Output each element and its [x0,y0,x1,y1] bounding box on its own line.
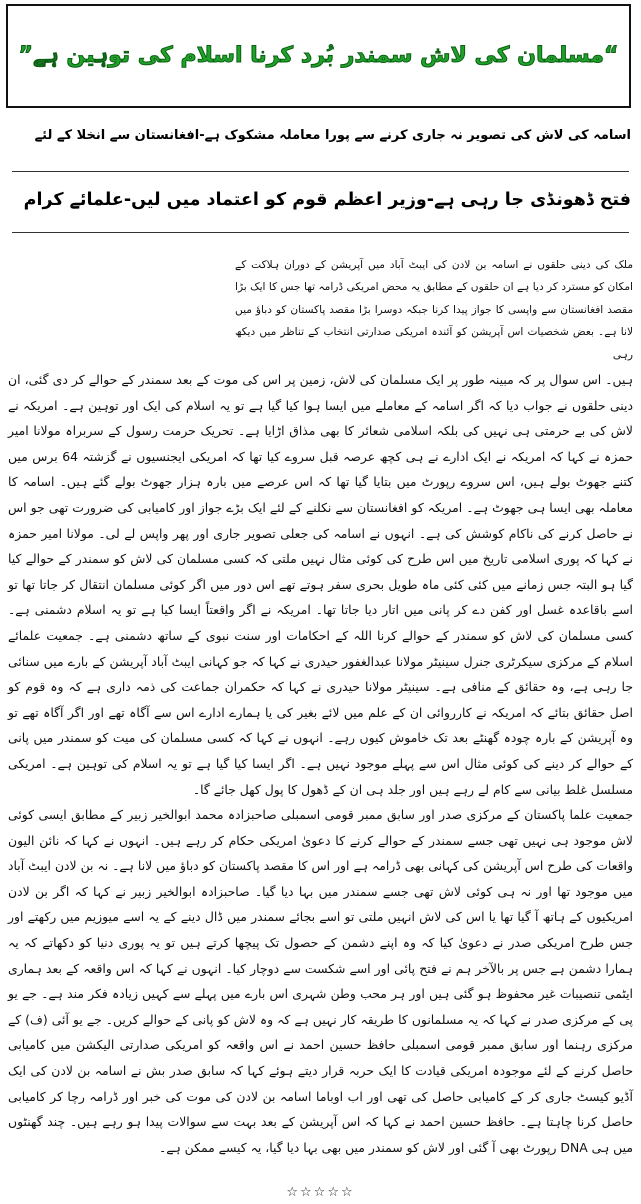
article-body [8,367,633,1160]
subheadline-1: اسامہ کی لاش کی تصویر نہ جاری کرنے سے پورا معاملہ مشکوک ہے-افغانستان سے انخلا کے لئے [34,128,631,143]
divider-1 [12,171,629,172]
paragraph-2: جمعیت علما پاکستان کے مرکزی صدر اور سابق ممبر قومی اسمبلی صاحبزادہ محمد ابوالخیر زبیر کے مطابق ایسی کوئی لاش موجود ہی نہیں تھی جسے سمندر کے حوالے کرنے کا دعویٰ امریکی حکام کر رہے ہیں۔ انہوں نے کہا کہ نائن الیون واقعات کی طرح اس آپریشن کی کہانی بھی ڈرامہ ہے اور اس کا مقصد پاکستان کو دباؤ میں لانا ہے۔ نہ بن لادن ایبٹ آباد میں موجود تھا اور نہ ہی کوئی لاش تھی جسے سمندر میں بہا دیا گیا۔ صاحبزادہ ابوالخیر زبیر نے کہا کہ اگر بن لادن امریکیوں کے ہاتھ آ گیا تھا یا اس کی لاش انہیں ملتی تو اسے بجائے سمندر میں ڈال دینے کے یہ اسے میوزیم میں رکھتے اور جس طرح امریکی صدر نے دعویٰ کیا کہ وہ اپنے دشمن کے حصول تک پیچھا کرتے ہیں تو یہ پوری دنیا کو دکھاتے کہ یہ ہمارا دشمن ہے جس پر بالآخر ہم نے فتح پائی اور اسے شکست سے دوچار کیا۔ انہوں نے کہا کہ اس واقعہ کے بعد ہماری ایٹمی تنصیبات غیر محفوظ ہو گئی ہیں اور ہر محب وطن شہری اس بارے میں پہلے سے کہیں زیادہ فکر مند ہے۔ جے یو پی کے مرکزی صدر نے کہا کہ یہ مسلمانوں کا طریقہ کار نہیں ہے کہ وہ لاش کو پانی کے حوالے کریں۔ جے یو آئی (ف) کے مرکزی رہنما اور سابق ممبر قومی اسمبلی حافظ حسین احمد نے اس واقعہ کو امریکی صدارتی الیکشن میں کامیابی حاصل کرنے کے لئے موجودہ امریکی قیادت کا ایک حربہ قرار دیتے ہوئے کہا کہ سابق صدر بش نے اسامہ بن لادن کی ایک آڈیو کیسٹ جاری کر کے کامیابی حاصل کی تھی اور اب اوباما اسامہ بن لادن کی موت کی خبر اور ڈرامہ رچا کر کامیابی حاصل کرنا چاہتا ہے۔ حافظ حسین احمد نے کہا کہ اس آپریشن کے بعد بہت سے سوالات پیدا ہو رہے ہیں۔ چند گھنٹوں میں ہی DNA رپورٹ بھی آ گئی اور لاش کو سمندر میں بھی بہا دیا گیا، یہ کیسے ممکن ہے۔ [8,807,633,1155]
subheadline-2: فتح ڈھونڈی جا رہی ہے-وزیر اعظم قوم کو اعتماد میں لیں-علمائے کرام [23,190,631,210]
end-marker: ☆☆☆☆☆ [286,1185,355,1200]
main-headline: “مسلمان کی لاش سمندر بُرد کرنا اسلام کی توہین ہے” [18,42,619,68]
blank-space [8,254,230,362]
intro-column [235,254,633,366]
headline-box [6,4,631,108]
intro-paragraph: ملک کی دینی حلقوں نے اسامہ بن لادن کی ایبٹ آباد میں آپریشن کے دوران ہلاکت کے امکان کو مسترد کر دیا ہے ان حلقوں کے مطابق یہ محض امریکی ڈرامہ تھا جس کا ایک بڑا مقصد افغانستان سے واپسی کا جواز پیدا کرنا جبکہ دوسرا بڑا مقصد پاکستان کو دباؤ میں لانا ہے۔ بعض شخصیات اس آپریشن کو آئندہ امریکی صدارتی انتخاب کے تناظر میں دیکھ رہی [235,259,633,361]
divider-2 [12,232,629,233]
paragraph-1: ہیں۔ اس سوال پر کہ مبینہ طور پر ایک مسلمان کی لاش، زمین پر اس کی موت کے بعد سمندر کے حوالے کر دی گئی، ان دینی حلقوں نے جواب دیا کہ اگر اسامہ کے معاملے میں ایسا ہوا کیا گیا ہے تو یہ اسلام کی ایک اور توہین ہے۔ امریکہ نے لاش کی بے حرمتی ہی نہیں کی بلکہ اسلامی شعائر کا بھی مذاق اڑایا ہے۔ تحریک حرمت رسول کے سربراہ مولانا امیر حمزہ نے کہا کہ امریکہ نے ایک ادارے نے ہی کچھ عرصہ قبل سروے کیا تھا کہ امریکی ایجنسیوں نے گزشتہ 64 برس میں کتنے جھوٹ بولے ہیں، اس سروے رپورٹ میں بتایا گیا تھا کہ اس عرصے میں بارہ ہزار جھوٹ بولے گئے ہیں۔ اسامہ کا معاملہ بھی ایسا ہی جھوٹ ہے۔ امریکہ کو افغانستان سے نکلنے کے لئے ایک بڑے جواز اور کامیابی کی ضرورت تھی جو اس نے حاصل کرنے کی ناکام کوشش کی ہے۔ انہوں نے اسامہ کی جعلی تصویر جاری اور پھر واپس لے لی۔ مولانا امیر حمزہ نے کہا کہ پوری اسلامی تاریخ میں اس طرح کی کوئی مثال نہیں ملتی کہ کسی مسلمان کی لاش کو سمندر کے حوالے کیا گیا ہو البتہ جس زمانے میں کئی کئی ماہ طویل بحری سفر ہوتے تھے اس دور میں اگر کوئی مسلمان انتقال کر جاتا تھا تو اسے باقاعدہ غسل اور کفن دے کر پانی میں اتار دیا جاتا تھا۔ امریکہ نے اگر واقعتاً ایسا کیا ہے تو یہ اسلام دشمنی ہے۔ کسی مسلمان کی لاش کو سمندر کے حوالے کرنا اللہ کے احکامات اور سنت نبوی کے ساتھ دشمنی ہے۔ جمعیت علمائے اسلام کے مرکزی سیکرٹری جنرل سینیٹر مولانا عبدالغفور حیدری نے کہا کہ جو کہانی ایبٹ آباد آپریشن کے بارے میں سنائی جا رہی ہے، وہ حقائق کے منافی ہے۔ سینیٹر مولانا حیدری نے کہا کہ حکمران جماعت کی ذمہ داری ہے کہ وہ قوم کو اصل حقائق بتائے کہ امریکہ نے کارروائی ان کے علم میں لائے بغیر کی یا ہمارے ادارے اس سے آگاہ تھے اور اگر آگاہ تھے تو وہ آپریشن کے بارہ چودہ گھنٹے بعد تک خاموش کیوں رہے۔ انہوں نے کہا کہ کسی مسلمان کی میت کو سمندر میں پانی کے حوالے کر دینے کی کوئی مثال اس سے پہلے موجود نہیں ہے۔ اگر ایسا کیا گیا ہے تو یہ اسلام کی توہین ہے۔ امریکی مسلسل غلط بیانی سے کام لے رہے ہیں اور جلد ہی ان کے ڈھول کا پول کھل جائے گا۔ [8,372,633,797]
